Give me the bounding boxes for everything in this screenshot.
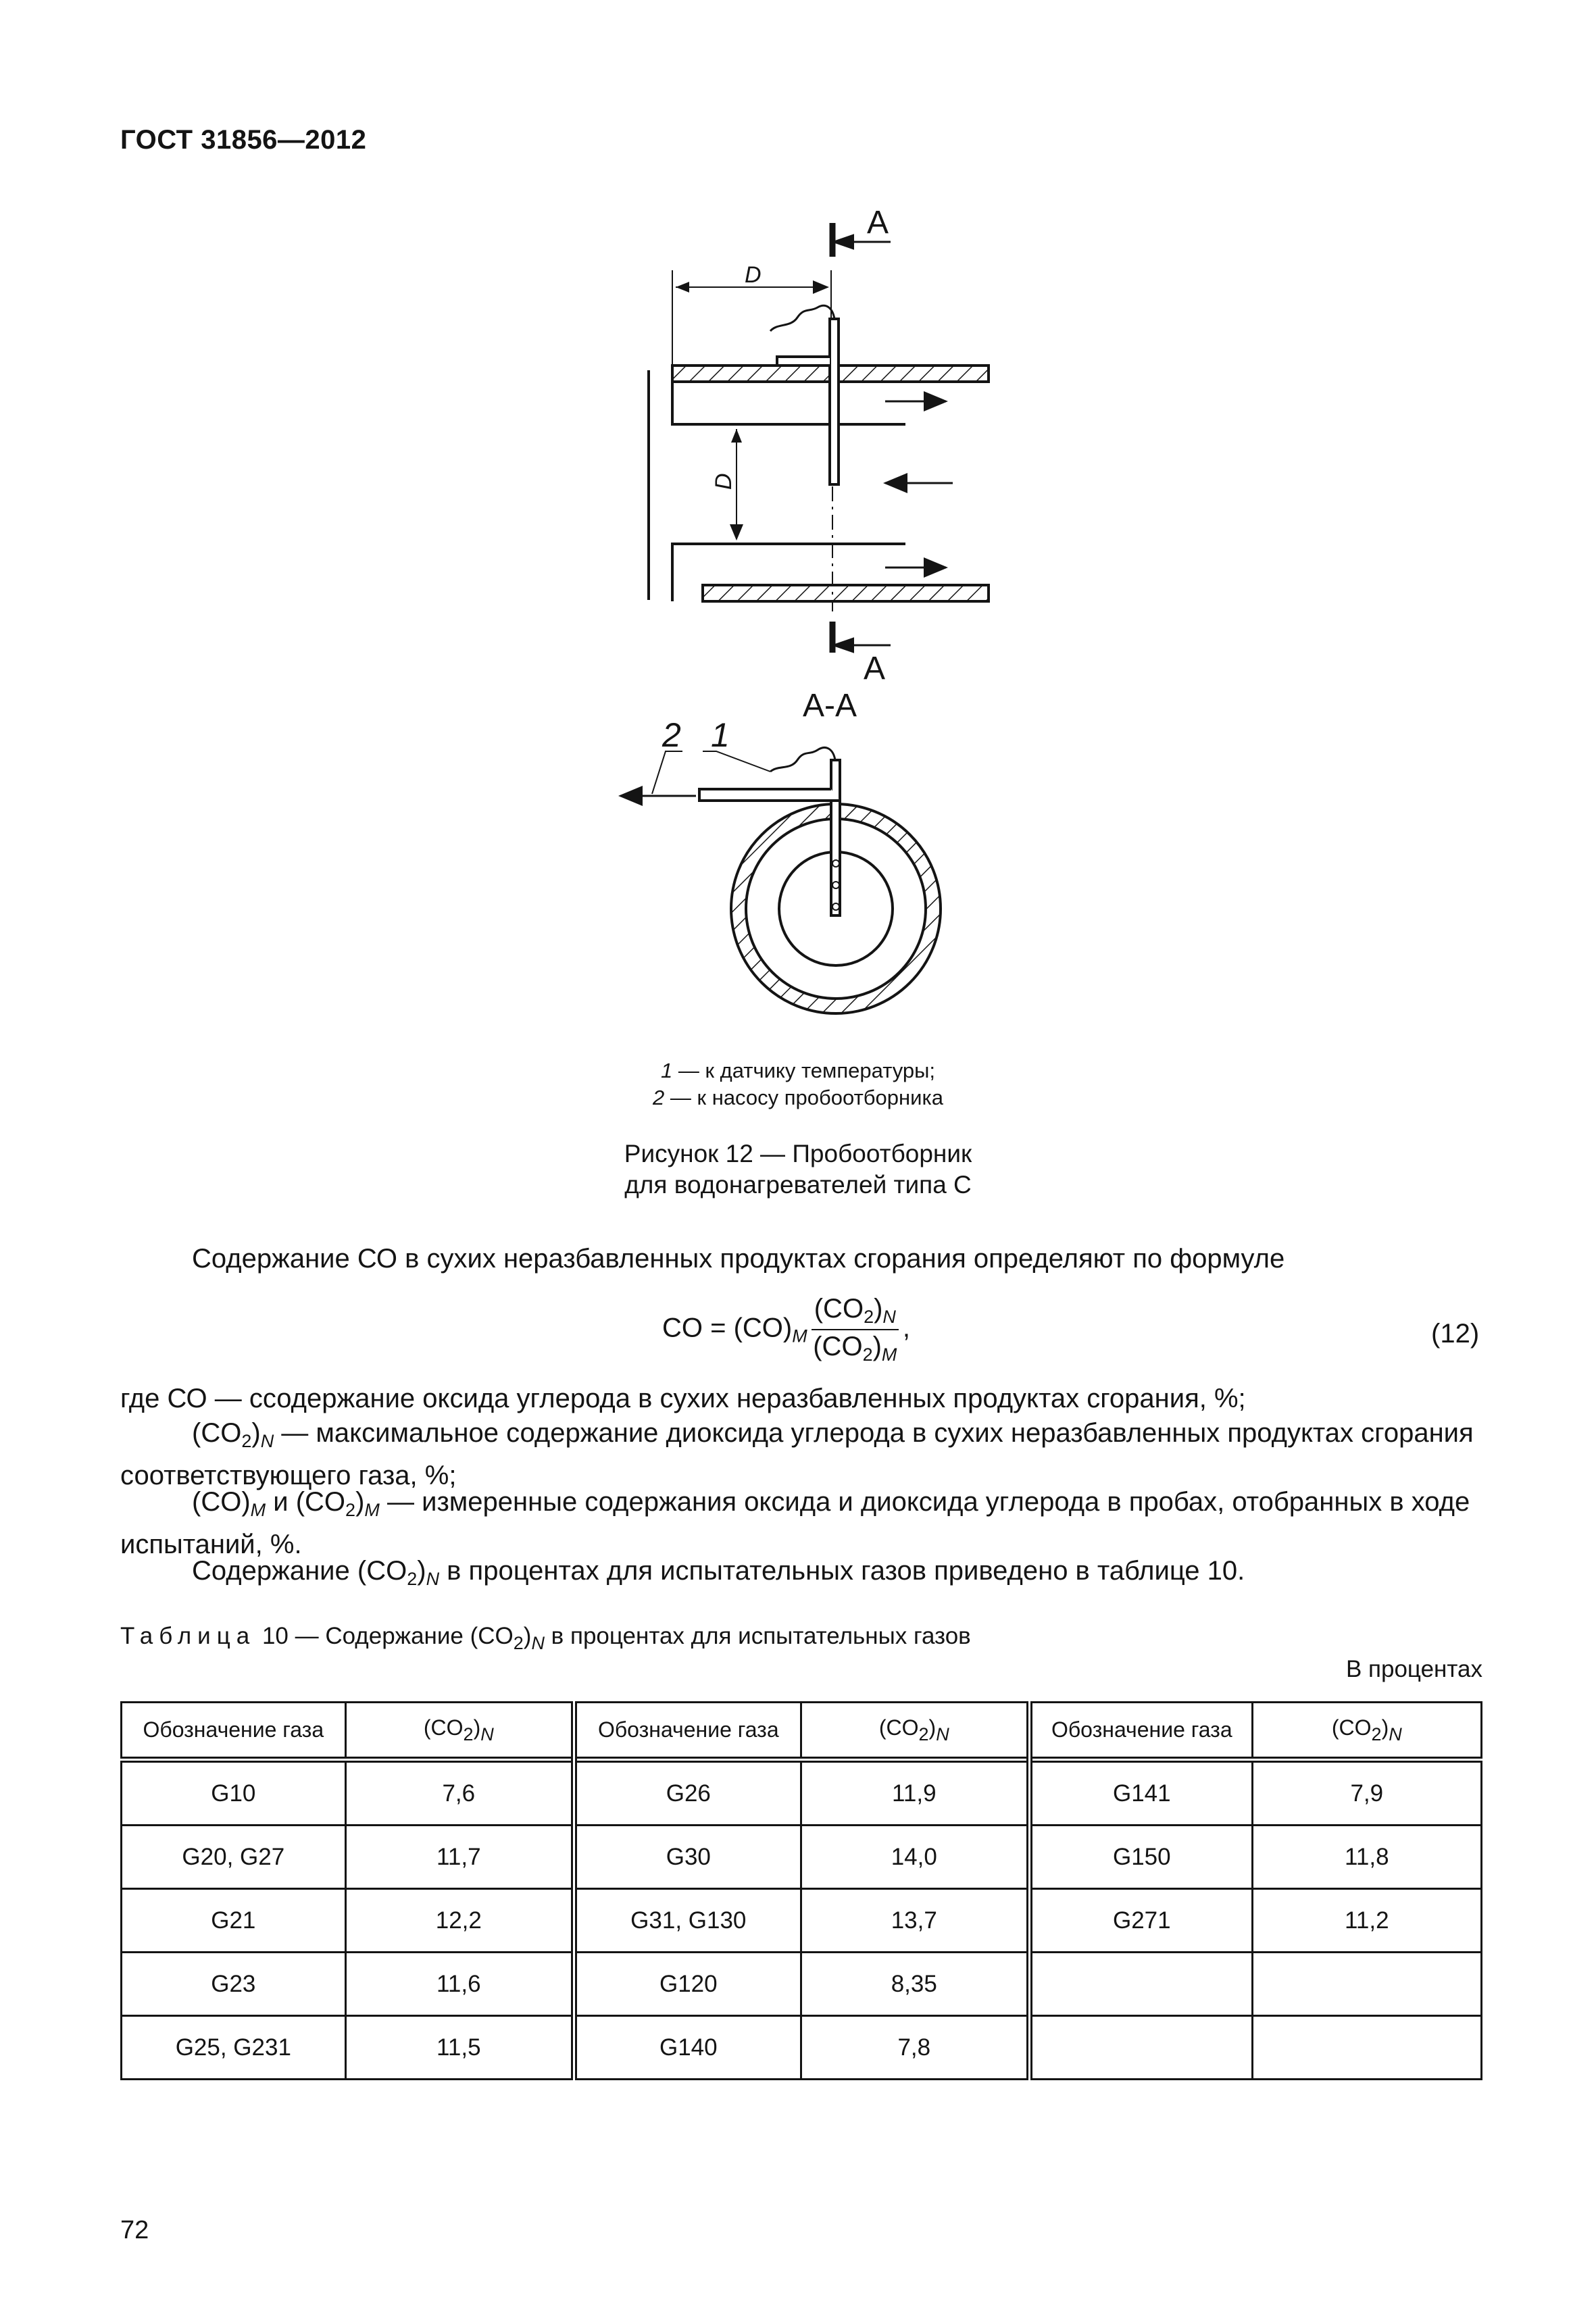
cell-value: 11,7	[345, 1826, 574, 1889]
h3-close: )	[1381, 1715, 1389, 1740]
h3-sub: N	[1389, 1724, 1402, 1744]
h3-pre: (CO	[1331, 1715, 1372, 1740]
explanation-line-1: где СО — ссодержание оксида углерода в сухих неразбавленных продуктах сгорания, %;	[120, 1384, 1246, 1413]
formula-lhs-sub: M	[792, 1326, 807, 1347]
cell-gas: G120	[574, 1953, 801, 2016]
cross-section	[620, 747, 941, 1013]
table-row	[122, 1889, 1482, 1953]
header-gas-1: Обозначение газа	[122, 1703, 346, 1760]
page-number: 72	[120, 2216, 149, 2244]
cell-gas: G271	[1029, 1889, 1252, 1953]
h2-sub2: 2	[918, 1724, 929, 1744]
legend-num-1: 1	[660, 1059, 673, 1082]
cell-value: 11,6	[345, 1953, 574, 2016]
h1-pre: (CO	[423, 1715, 464, 1740]
explanation-line-4	[120, 1554, 1482, 1596]
cell-gas: G31, G130	[574, 1889, 801, 1953]
formula-lhs: CO = (CO)	[662, 1313, 793, 1343]
num-close: )	[874, 1294, 883, 1324]
cell-value	[1252, 1953, 1481, 2016]
den-close: )	[872, 1332, 882, 1361]
expl4-sub2: 2	[407, 1569, 418, 1589]
legend-num-2: 2	[653, 1086, 665, 1109]
formula-fraction	[812, 1294, 899, 1365]
cell-gas: G141	[1029, 1760, 1252, 1826]
legend-item-1	[473, 1057, 1123, 1084]
formula-12	[662, 1294, 910, 1368]
header-co2-2	[801, 1703, 1029, 1760]
cell-gas: G21	[122, 1889, 346, 1953]
cell-value: 11,5	[345, 2016, 574, 2080]
formula-denominator	[812, 1330, 899, 1365]
section-mark-top: A	[867, 205, 889, 241]
cell-value	[1252, 2016, 1481, 2080]
table-row	[122, 2016, 1482, 2080]
cell-value: 11,2	[1252, 1889, 1481, 1953]
expl3-mid: и (CO	[266, 1487, 346, 1517]
cell-gas: G30	[574, 1826, 801, 1889]
cell-gas: G150	[1029, 1826, 1252, 1889]
cell-value: 11,9	[801, 1760, 1029, 1826]
expl3-a-sub: M	[250, 1500, 266, 1520]
expl2-text: — максимальное содержание диоксида углерода в сухих неразбавленных продуктах сгорания соответствующего газа, %;	[120, 1418, 1474, 1490]
cell-gas: G20, G27	[122, 1826, 346, 1889]
expl3-sub2: 2	[345, 1500, 356, 1520]
header-co2-1	[345, 1703, 574, 1760]
cell-gas: G23	[122, 1953, 346, 2016]
formula-numerator	[812, 1294, 899, 1330]
dimension-label-side: D	[711, 473, 737, 490]
expl4-sub: N	[426, 1569, 440, 1589]
h2-pre: (CO	[878, 1715, 919, 1740]
table-caption-tail: в процентах для испытательных газов	[544, 1623, 971, 1649]
sampler-figure	[0, 0, 1596, 1054]
intro-paragraph: Содержание СО в сухих неразбавленных продуктах сгорания определяют по формуле	[192, 1244, 1285, 1274]
document-header: ГОСТ 31856—2012	[120, 125, 367, 155]
table-caption-prefix: Таблица	[120, 1623, 256, 1649]
expl3-a: (CO)	[192, 1487, 251, 1517]
h2-close: )	[928, 1715, 937, 1740]
figure-legend	[473, 1057, 1123, 1111]
table-caption-sub: N	[531, 1633, 545, 1653]
callout-1: 1	[711, 716, 730, 754]
dimension-label-top: D	[745, 262, 762, 288]
formula-trail: ,	[902, 1313, 911, 1343]
den-text: (CO	[813, 1332, 863, 1361]
expl3-b-sub: M	[364, 1500, 380, 1520]
legend-text-1: — к датчику температуры;	[672, 1059, 936, 1082]
table-caption-close: )	[523, 1623, 532, 1649]
section-mark-bottom: A	[864, 651, 886, 686]
legend-item-2	[473, 1084, 1123, 1111]
table-caption	[120, 1623, 971, 1654]
cell-gas	[1029, 1953, 1252, 2016]
expl2-close: )	[251, 1418, 261, 1448]
caption-line-1: Рисунок 12 — Пробоотборник	[624, 1140, 972, 1167]
cell-value: 11,8	[1252, 1826, 1481, 1889]
cell-gas: G26	[574, 1760, 801, 1826]
cell-value: 7,9	[1252, 1760, 1481, 1826]
expl4-pre: Содержание (CO	[192, 1556, 407, 1586]
expl3-close: )	[355, 1487, 365, 1517]
den-sub: M	[881, 1344, 897, 1365]
header-co2-3	[1252, 1703, 1481, 1760]
cell-value: 8,35	[801, 1953, 1029, 2016]
table-row	[122, 1760, 1482, 1826]
legend-text-2: — к насосу пробоотборника	[664, 1086, 943, 1109]
cell-gas: G25, G231	[122, 2016, 346, 2080]
expl2-pre: (CO	[192, 1418, 242, 1448]
cell-value: 12,2	[345, 1889, 574, 1953]
table-row	[122, 1953, 1482, 2016]
callout-2: 2	[662, 716, 681, 754]
num-text: (CO	[814, 1294, 864, 1324]
h1-sub2: 2	[463, 1724, 474, 1744]
cell-value: 14,0	[801, 1826, 1029, 1889]
section-title: A-A	[803, 688, 857, 724]
cell-gas: G10	[122, 1760, 346, 1826]
cell-value: 7,8	[801, 2016, 1029, 2080]
num-sub2: 2	[864, 1307, 874, 1327]
cell-gas: G140	[574, 2016, 801, 2080]
explanation-line-3	[120, 1485, 1482, 1562]
figure-caption	[405, 1138, 1191, 1201]
expl4-text: в процентах для испытательных газов приведено в таблице 10.	[439, 1556, 1245, 1586]
header-gas-3: Обозначение газа	[1029, 1703, 1252, 1760]
cell-value: 13,7	[801, 1889, 1029, 1953]
cell-gas	[1029, 2016, 1252, 2080]
expl2-sub: N	[260, 1431, 274, 1451]
table-caption-rest: 10 — Содержание (CO	[255, 1623, 514, 1649]
equation-number: (12)	[1431, 1319, 1480, 1349]
expl4-close: )	[417, 1556, 426, 1586]
h1-close: )	[473, 1715, 481, 1740]
table-caption-sub2: 2	[513, 1633, 524, 1653]
table-row	[122, 1826, 1482, 1889]
h3-sub2: 2	[1371, 1724, 1382, 1744]
explanation-line-2	[120, 1416, 1482, 1493]
header-gas-2: Обозначение газа	[574, 1703, 801, 1760]
num-sub: N	[882, 1307, 896, 1327]
table-unit: В процентах	[1345, 1656, 1482, 1682]
table-header-row	[122, 1703, 1482, 1760]
co2-table	[120, 1701, 1482, 2080]
h2-sub: N	[936, 1724, 949, 1744]
expl3-text: — измеренные содержания оксида и диоксида углерода в пробах, отобранных в ходе испытаний, %.	[120, 1487, 1470, 1559]
expl2-sub2: 2	[241, 1431, 252, 1451]
h1-sub: N	[480, 1724, 494, 1744]
caption-line-2: для водонагревателей типа С	[624, 1171, 972, 1199]
longitudinal-section	[649, 223, 989, 653]
den-sub2: 2	[862, 1344, 873, 1365]
cell-value: 7,6	[345, 1760, 574, 1826]
